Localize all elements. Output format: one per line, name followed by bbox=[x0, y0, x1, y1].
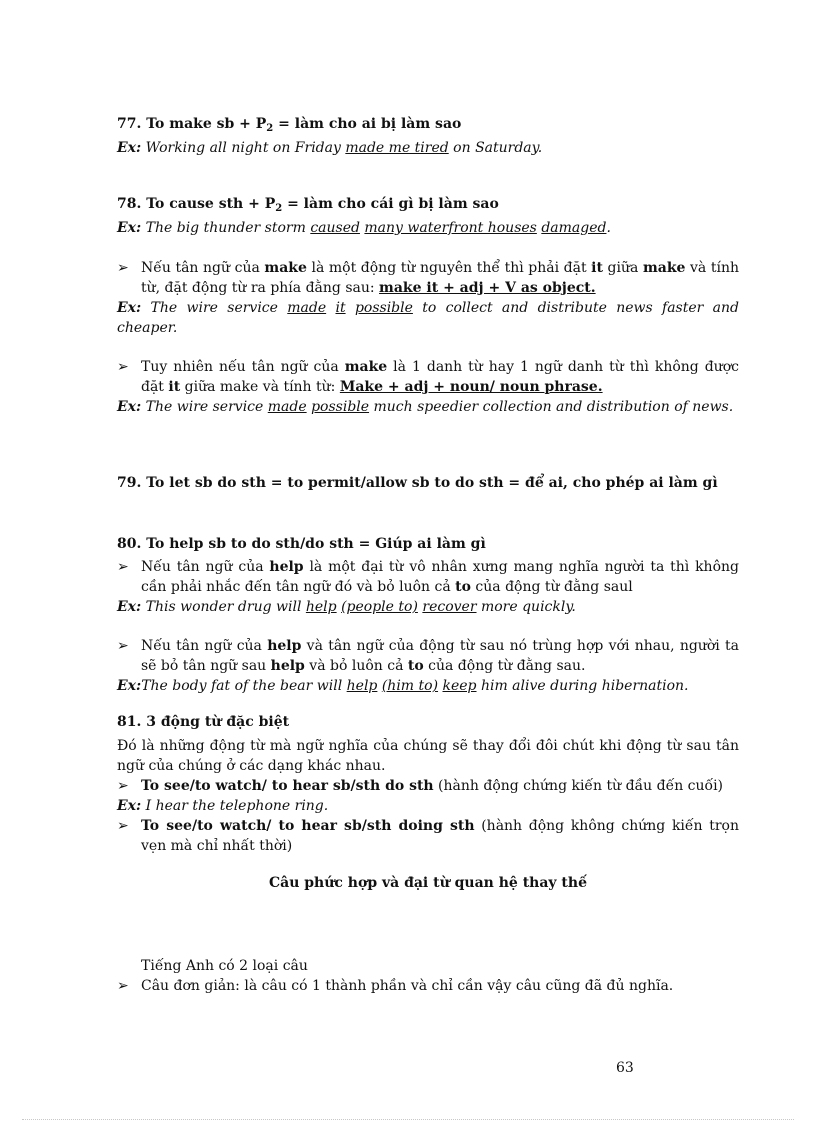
arrow-bullet-icon: ➢ bbox=[117, 778, 129, 794]
bullet-see-doing: ➢ To see/to watch/ to hear sb/sth doing sth (hành động không chứng kiến trọn vẹn mà chỉ nhất thời) bbox=[117, 818, 739, 854]
bullet-make-noun: ➢ Tuy nhiên nếu tân ngữ của make là 1 danh từ hay 1 ngữ danh từ thì không được đặt it giữa make và tính từ: Make + adj + noun/ noun phrase. bbox=[117, 359, 739, 395]
page-number: 63 bbox=[616, 1060, 634, 1076]
bullet-help-impersonal: ➢ Nếu tân ngữ của help là một đại từ vô nhân xưng mang nghĩa người ta thì không cần phải nhắc đến tân ngữ đó và bỏ luôn cả to của động từ đằng saul bbox=[117, 559, 739, 595]
example-78: Ex: The big thunder storm caused many waterfront houses damaged. bbox=[117, 220, 611, 236]
example-hear-ring: Ex: I hear the telephone ring. bbox=[117, 798, 329, 814]
heading-79: 79. To let sb do sth = to permit/allow sb to do sth = để ai, cho phép ai làm gì bbox=[117, 475, 718, 491]
bullet-see-do: ➢ To see/to watch/ to hear sb/sth do sth (hành động chứng kiến từ đầu đến cuối) bbox=[117, 778, 724, 794]
heading-81: 81. 3 động từ đặc biệt bbox=[117, 714, 290, 730]
bullet-simple-sentence: ➢ Câu đơn giản: là câu có 1 thành phần và chỉ cần vậy câu cũng đã đủ nghĩa. bbox=[117, 978, 674, 994]
heading-77: 77. To make sb + $P_2$ = làm cho ai bị làm sao bbox=[117, 116, 462, 134]
page-bottom-border bbox=[22, 1119, 794, 1120]
example-help-recover: Ex: This wonder drug will help (people to) recover more quickly. bbox=[117, 599, 576, 615]
arrow-bullet-icon: ➢ bbox=[117, 559, 129, 575]
arrow-bullet-icon: ➢ bbox=[117, 978, 129, 994]
arrow-bullet-icon: ➢ bbox=[117, 260, 129, 276]
example-made-possible: Ex: The wire service made possible much speedier collection and distribution of news. bbox=[117, 399, 734, 415]
arrow-bullet-icon: ➢ bbox=[117, 359, 129, 375]
bullet-help-same-object: ➢ Nếu tân ngữ của help và tân ngữ của động từ sau nó trùng hợp với nhau, người ta sẽ bỏ tân ngữ sau help và bỏ luôn cả to của động từ đằng sau. bbox=[117, 638, 739, 674]
intro-line: Tiếng Anh có 2 loại câu bbox=[141, 958, 308, 974]
bullet-make-infinitive: ➢ Nếu tân ngữ của make là một động từ nguyên thể thì phải đặt it giữa make và tính từ, đặt động từ ra phía đằng sau: make it + adj + V as object. bbox=[117, 260, 739, 296]
example-77: Ex: Working all night on Friday made me tired on Saturday. bbox=[117, 140, 543, 156]
section-title: Câu phức hợp và đại từ quan hệ thay thế bbox=[269, 875, 587, 891]
arrow-bullet-icon: ➢ bbox=[117, 818, 129, 834]
heading-78: 78. To cause sth + $P_2$ = làm cho cái gì bị làm sao bbox=[117, 196, 499, 214]
example-make-it-possible: Ex: The wire service made it possible to collect and distribute news faster and cheaper. bbox=[117, 300, 740, 336]
example-help-alive: Ex:The body fat of the bear will help (him to) keep him alive during hibernation. bbox=[117, 678, 689, 694]
paragraph-81: Đó là những động từ mà ngữ nghĩa của chúng sẽ thay đổi đôi chút khi động từ sau tân ngữ của chúng ở các dạng khác nhau. bbox=[117, 738, 739, 774]
arrow-bullet-icon: ➢ bbox=[117, 638, 129, 654]
heading-80: 80. To help sb to do sth/do sth = Giúp ai làm gì bbox=[117, 536, 486, 552]
